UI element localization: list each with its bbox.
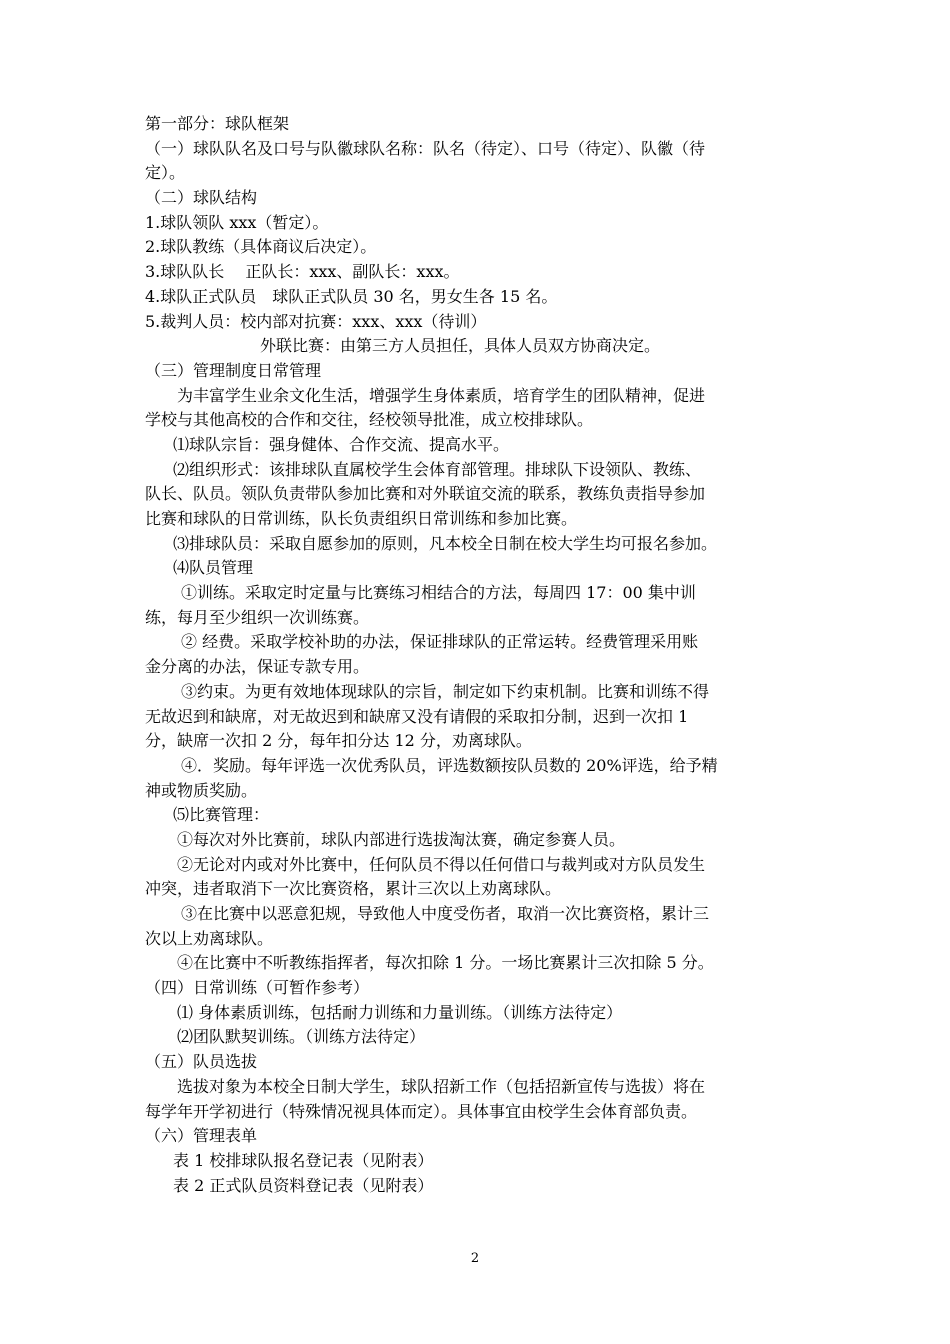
- document-line: ⑴球队宗旨：强身健体、合作交流、提高水平。: [173, 434, 510, 454]
- document-line: 5.裁判人员：校内部对抗赛：xxx、xxx（待训）: [145, 311, 487, 331]
- document-line: ②无论对内或对外比赛中，任何队员不得以任何借口与裁判或对方队员发生: [177, 854, 706, 874]
- document-line: 练，每月至少组织一次训练赛。: [145, 607, 370, 627]
- document-line: 表 2 正式队员资料登记表（见附表）: [173, 1175, 434, 1195]
- document-line: ⑶排球队员：采取自愿参加的原则，凡本校全日制在校大学生均可报名参加。: [173, 533, 718, 553]
- document-line: 无故迟到和缺席，对无故迟到和缺席又没有请假的采取扣分制，迟到一次扣 1: [145, 706, 689, 726]
- document-line: 为丰富学生业余文化生活，增强学生身体素质，培育学生的团队精神，促进: [177, 385, 706, 405]
- document-line: 表 1 校排球队报名登记表（见附表）: [173, 1150, 434, 1170]
- document-line: ③在比赛中以恶意犯规，导致他人中度受伤者，取消一次比赛资格，累计三: [181, 904, 710, 923]
- document-line: ④．奖励。每年评选一次优秀队员，评选数额按队员数的 20%评选，给予精: [181, 755, 718, 775]
- document-line: 定）。: [145, 163, 186, 183]
- document-line: 学校与其他高校的合作和交往，经校领导批准，成立校排球队。: [145, 410, 594, 430]
- document-line: （一）球队队名及口号与队徽球队名称：队名（待定）、口号（待定）、队徽（待: [145, 138, 706, 158]
- document-line: 外联比赛：由第三方人员担任，具体人员双方协商决定。: [260, 336, 661, 356]
- document-line: 次以上劝离球队。: [145, 928, 274, 948]
- document-line: （二）球队结构: [145, 188, 258, 208]
- document-line: ④在比赛中不听教练指挥者，每次扣除 1 分。一场比赛累计三次扣除 5 分。: [177, 953, 714, 973]
- document-line: （五）队员选拔: [145, 1052, 258, 1072]
- document-line: 金分离的办法，保证专款专用。: [145, 657, 370, 677]
- document-line: 第一部分：球队框架: [145, 114, 290, 133]
- document-line: ①每次对外比赛前，球队内部进行选拔淘汰赛，确定参赛人员。: [177, 829, 626, 849]
- document-line: ⑵团队默契训练。（训练方法待定）: [177, 1027, 426, 1047]
- document-line: 神或物质奖励。: [145, 780, 258, 800]
- document-line: ⑵组织形式：该排球队直属校学生会体育部管理。排球队下设领队、教练、: [173, 459, 702, 479]
- document-line: ①训练。采取定时定量与比赛练习相结合的方法，每周四 17：00 集中训: [181, 583, 696, 603]
- document-line: 2.球队教练（具体商议后决定）。: [145, 237, 377, 257]
- document-line: ⑴ 身体素质训练，包括耐力训练和力量训练。（训练方法待定）: [177, 1002, 623, 1022]
- document-line: 4.球队正式队员 球队正式队员 30 名，男女生各 15 名。: [145, 286, 558, 306]
- document-line: ⑸比赛管理：: [173, 805, 270, 825]
- document-line: 3.球队队长 正队长：xxx、副队长：xxx。: [145, 262, 460, 282]
- document-line: 分，缺席一次扣 2 分，每年扣分达 12 分，劝离球队。: [145, 731, 532, 751]
- document-line: 冲突，违者取消下一次比赛资格，累计三次以上劝离球队。: [145, 879, 562, 899]
- document-line: ⑷队员管理: [173, 558, 254, 578]
- document-line: （六）管理表单: [145, 1126, 258, 1146]
- page-number: 2: [470, 1251, 480, 1266]
- document-line: ② 经费。采取学校补助的办法，保证排球队的正常运转。经费管理采用账: [181, 632, 699, 652]
- document-line: 1.球队领队 xxx（暂定）。: [145, 212, 329, 232]
- document-body: [145, 112, 810, 1198]
- document-line: 队长、队员。领队负责带队参加比赛和对外联谊交流的联系，教练负责指导参加: [145, 484, 706, 504]
- document-line: 比赛和球队的日常训练，队长负责组织日常训练和参加比赛。: [145, 509, 578, 528]
- document-line: ③约束。为更有效地体现球队的宗旨，制定如下约束机制。比赛和训练不得: [181, 681, 710, 701]
- document-line: （三）管理制度日常管理: [145, 360, 322, 380]
- document-line: （四）日常训练（可暂作参考）: [145, 978, 370, 998]
- document-line: 选拔对象为本校全日制大学生，球队招新工作（包括招新宣传与选拔）将在: [177, 1076, 706, 1096]
- document-line: 每学年开学初进行（特殊情况视具体而定）。具体事宜由校学生会体育部负责。: [145, 1101, 698, 1121]
